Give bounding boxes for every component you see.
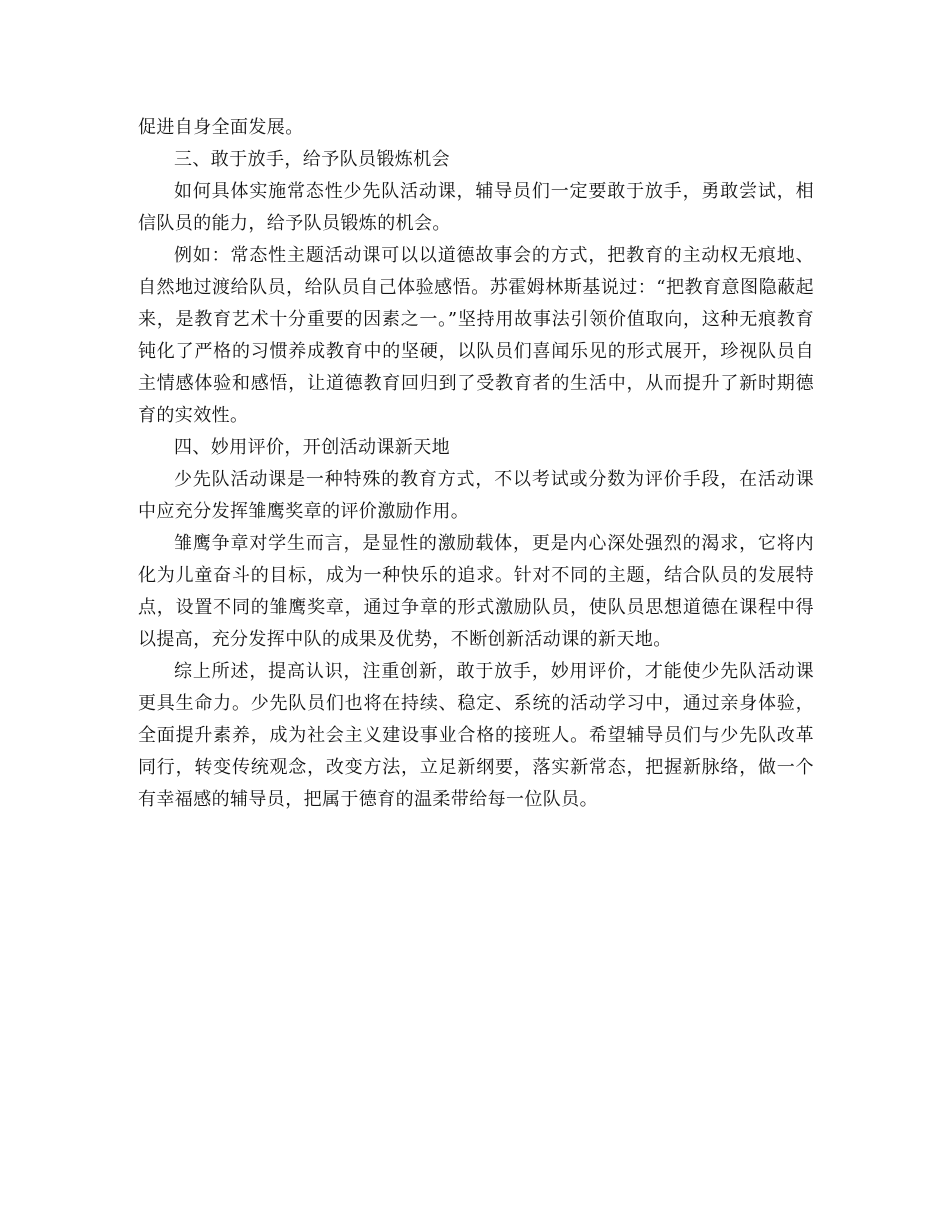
section-heading-4: 四、妙用评价，开创活动课新天地 [174,437,450,458]
paragraph: 例如：常态性主题活动课可以以道德故事会的方式，把教育的主动权无痕地、自然地过渡给队员，给队员自己体验感悟。苏霍姆林斯基说过：“把教育意图隐蔽起来，是教育艺术十分重要的因素之一。”坚持用故事法引领价值取向，这种无痕教育钝化了严格的习惯养成教育中的坚硬，以队员们喜闻乐见的形式展开，珍视队员自主情感体验和感悟，让道德教育回归到了受教育者的生活中，从而提升了新时期德育的实效性。 [138,245,814,426]
section-heading-3: 三、敢于放手，给予队员锻炼机会 [174,149,450,170]
paragraph-continuation: 促进自身全面发展。 [138,117,304,138]
paragraph: 如何具体实施常态性少先队活动课，辅导员们一定要敢于放手，勇敢尝试，相信队员的能力，给予队员锻炼的机会。 [138,181,814,234]
paragraph: 雏鹰争章对学生而言，是显性的激励载体，更是内心深处强烈的渴求，它将内化为儿童奋斗的目标，成为一种快乐的追求。针对不同的主题，结合队员的发展特点，设置不同的雏鹰奖章，通过争章的形式激励队员，使队员思想道德在课程中得以提高，充分发挥中队的成果及优势，不断创新活动课的新天地。 [138,533,814,650]
paragraph-conclusion: 综上所述，提高认识，注重创新，敢于放手，妙用评价，才能使少先队活动课更具生命力。少先队员们也将在持续、稳定、系统的活动学习中，通过亲身体验，全面提升素养，成为社会主义建设事业合格的接班人。希望辅导员们与少先队改革同行，转变传统观念，改变方法，立足新纲要，落实新常态，把握新脉络，做一个有幸福感的辅导员，把属于德育的温柔带给每一位队员。 [138,661,814,810]
document-page [138,112,814,816]
paragraph: 少先队活动课是一种特殊的教育方式，不以考试或分数为评价手段，在活动课中应充分发挥雏鹰奖章的评价激励作用。 [138,469,814,522]
